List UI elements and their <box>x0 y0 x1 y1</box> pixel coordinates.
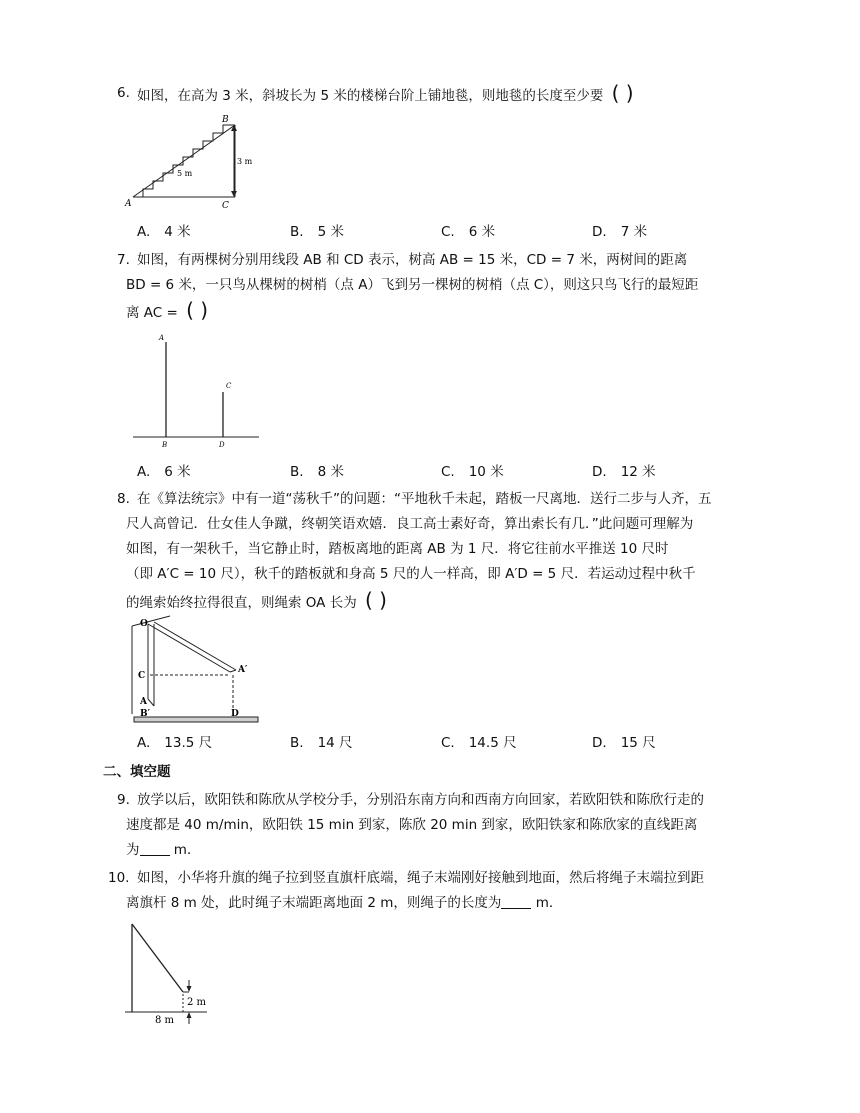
q8-rope-swing-l <box>148 624 230 672</box>
q6-arrow-up <box>231 125 237 131</box>
q10-arrow-top-head <box>187 986 192 992</box>
q6-slope <box>133 125 235 197</box>
q10-arrow-bottom-head <box>187 1012 192 1018</box>
q6-option-b[interactable]: B. 5 米 <box>290 224 344 240</box>
q7-tree-figure <box>133 332 263 450</box>
q8-line1: 在《算法统宗》中有一道“荡秋千”的问题：“平地秋千未起，踏板一尺离地．送行二步与人齐，五 <box>137 491 712 507</box>
q6-stair-figure <box>125 113 255 213</box>
q7-label-a: A <box>159 334 165 342</box>
q9-answer-blank[interactable] <box>140 841 170 856</box>
q6-number: 6. <box>117 85 130 101</box>
q8-label-b: B′ <box>140 709 150 719</box>
q10-flagpole-figure <box>125 920 225 1030</box>
q7-option-b[interactable]: B. 8 米 <box>290 464 344 480</box>
section-fill-in-title: 二、填空题 <box>103 764 171 780</box>
q9-line2: 速度都是 40 m/min，欧阳铁 15 min 到家，陈欣 20 min 到家，欧阳铁家和陈欣家的直线距离 <box>126 817 698 833</box>
q6-option-d[interactable]: D. 7 米 <box>592 224 648 240</box>
q6-label-b: B <box>222 115 229 125</box>
q7-answer-paren: ( ) <box>186 298 209 322</box>
q6-option-c[interactable]: C. 6 米 <box>441 224 496 240</box>
q8-label-d: D <box>231 709 239 719</box>
q8-option-d[interactable]: D. 15 尺 <box>592 735 656 751</box>
q8-top-bar <box>132 616 170 626</box>
q8-swing-figure <box>130 614 265 729</box>
q7-option-a[interactable]: A. 6 米 <box>137 464 191 480</box>
q10-answer-blank[interactable] <box>501 894 531 909</box>
q7-line1: 如图，有两棵树分别用线段 AB 和 CD 表示，树高 AB = 15 米，CD = 7 米，两树间的距离 <box>137 252 688 268</box>
q8-ground <box>134 717 258 722</box>
q6-stem: 如图，在高为 3 米，斜坡长为 5 米的楼梯台阶上铺地毯，则地毯的长度至少要 <box>137 88 604 104</box>
q6-label-height: 3 m <box>237 157 253 166</box>
q8-rope-swing-r <box>154 622 236 670</box>
q7-line3: 离 AC = ( ) <box>126 298 209 322</box>
q10-number: 10. <box>108 870 130 886</box>
q7-label-d: D <box>219 441 225 449</box>
q10-line1: 如图，小华将升旗的绳子拉到竖直旗杆底端，绳子末端刚好接触到地面，然后将绳子末端拉到距 <box>137 870 704 886</box>
q10-label-8m: 8 m <box>155 1015 175 1026</box>
q8-label-c: C <box>138 671 146 681</box>
q6-text <box>137 83 634 106</box>
q8-line3: 如图，有一架秋千，当它静止时，踏板离地的距离 AB 为 1 尺．将它往前水平推送 10 尺时 <box>126 541 669 557</box>
q6-label-slope: 5 m <box>177 169 193 178</box>
q6-label-a: A <box>125 199 132 209</box>
q6-answer-paren: ( ) <box>611 81 634 105</box>
q10-rope <box>132 924 183 992</box>
q6-option-a[interactable]: A. 4 米 <box>137 224 191 240</box>
q8-option-b[interactable]: B. 14 尺 <box>290 735 353 751</box>
q8-label-o: O <box>140 619 148 629</box>
q7-line2: BD = 6 米，一只鸟从棵树的树梢（点 A）飞到另一棵树的树梢（点 C），则这只鸟飞行的最短距 <box>126 277 699 293</box>
q10-line2: 离旗杆 8 m 处，此时绳子末端距离地面 2 m，则绳子的长度为 m． <box>126 895 563 911</box>
q8-board-rest <box>148 699 154 706</box>
q9-line1: 放学以后，欧阳铁和陈欣从学校分手，分别沿东南方向和西南方向回家，若欧阳铁和陈欣行走的 <box>137 792 704 808</box>
q9-line3: 为 m． <box>126 842 201 858</box>
q9-number: 9. <box>117 792 130 808</box>
q8-board-swing <box>230 670 236 672</box>
q8-line4: （即 A′C = 10 尺），秋千的踏板就和身高 5 尺的人一样高，即 A′D = 5 尺．若运动过程中秋千 <box>126 566 696 582</box>
q10-label-2m: 2 m <box>187 997 207 1008</box>
q8-line2: 尺人高曾记．仕女佳人争蹴，终朝笑语欢嬉．良工高士素好奇，算出索长有几．”此问题可理解为 <box>126 516 694 532</box>
q7-option-c[interactable]: C. 10 米 <box>441 464 504 480</box>
q8-option-c[interactable]: C. 14.5 尺 <box>441 735 517 751</box>
q7-label-b: B <box>162 441 168 449</box>
q8-option-a[interactable]: A. 13.5 尺 <box>137 735 213 751</box>
q8-answer-paren: ( ) <box>365 588 387 612</box>
q7-number: 7. <box>117 252 130 268</box>
q6-arrow-down <box>231 191 237 197</box>
q6-label-c: C <box>222 201 229 211</box>
q8-number: 8. <box>117 491 130 507</box>
q8-line5: 的绳索始终拉得很直，则绳索 OA 长为 ( ) <box>126 588 387 612</box>
q7-option-d[interactable]: D. 12 米 <box>592 464 656 480</box>
q8-label-a: A <box>140 697 147 707</box>
q7-label-c: C <box>226 382 232 390</box>
q8-label-a-prime: A′ <box>238 665 248 675</box>
